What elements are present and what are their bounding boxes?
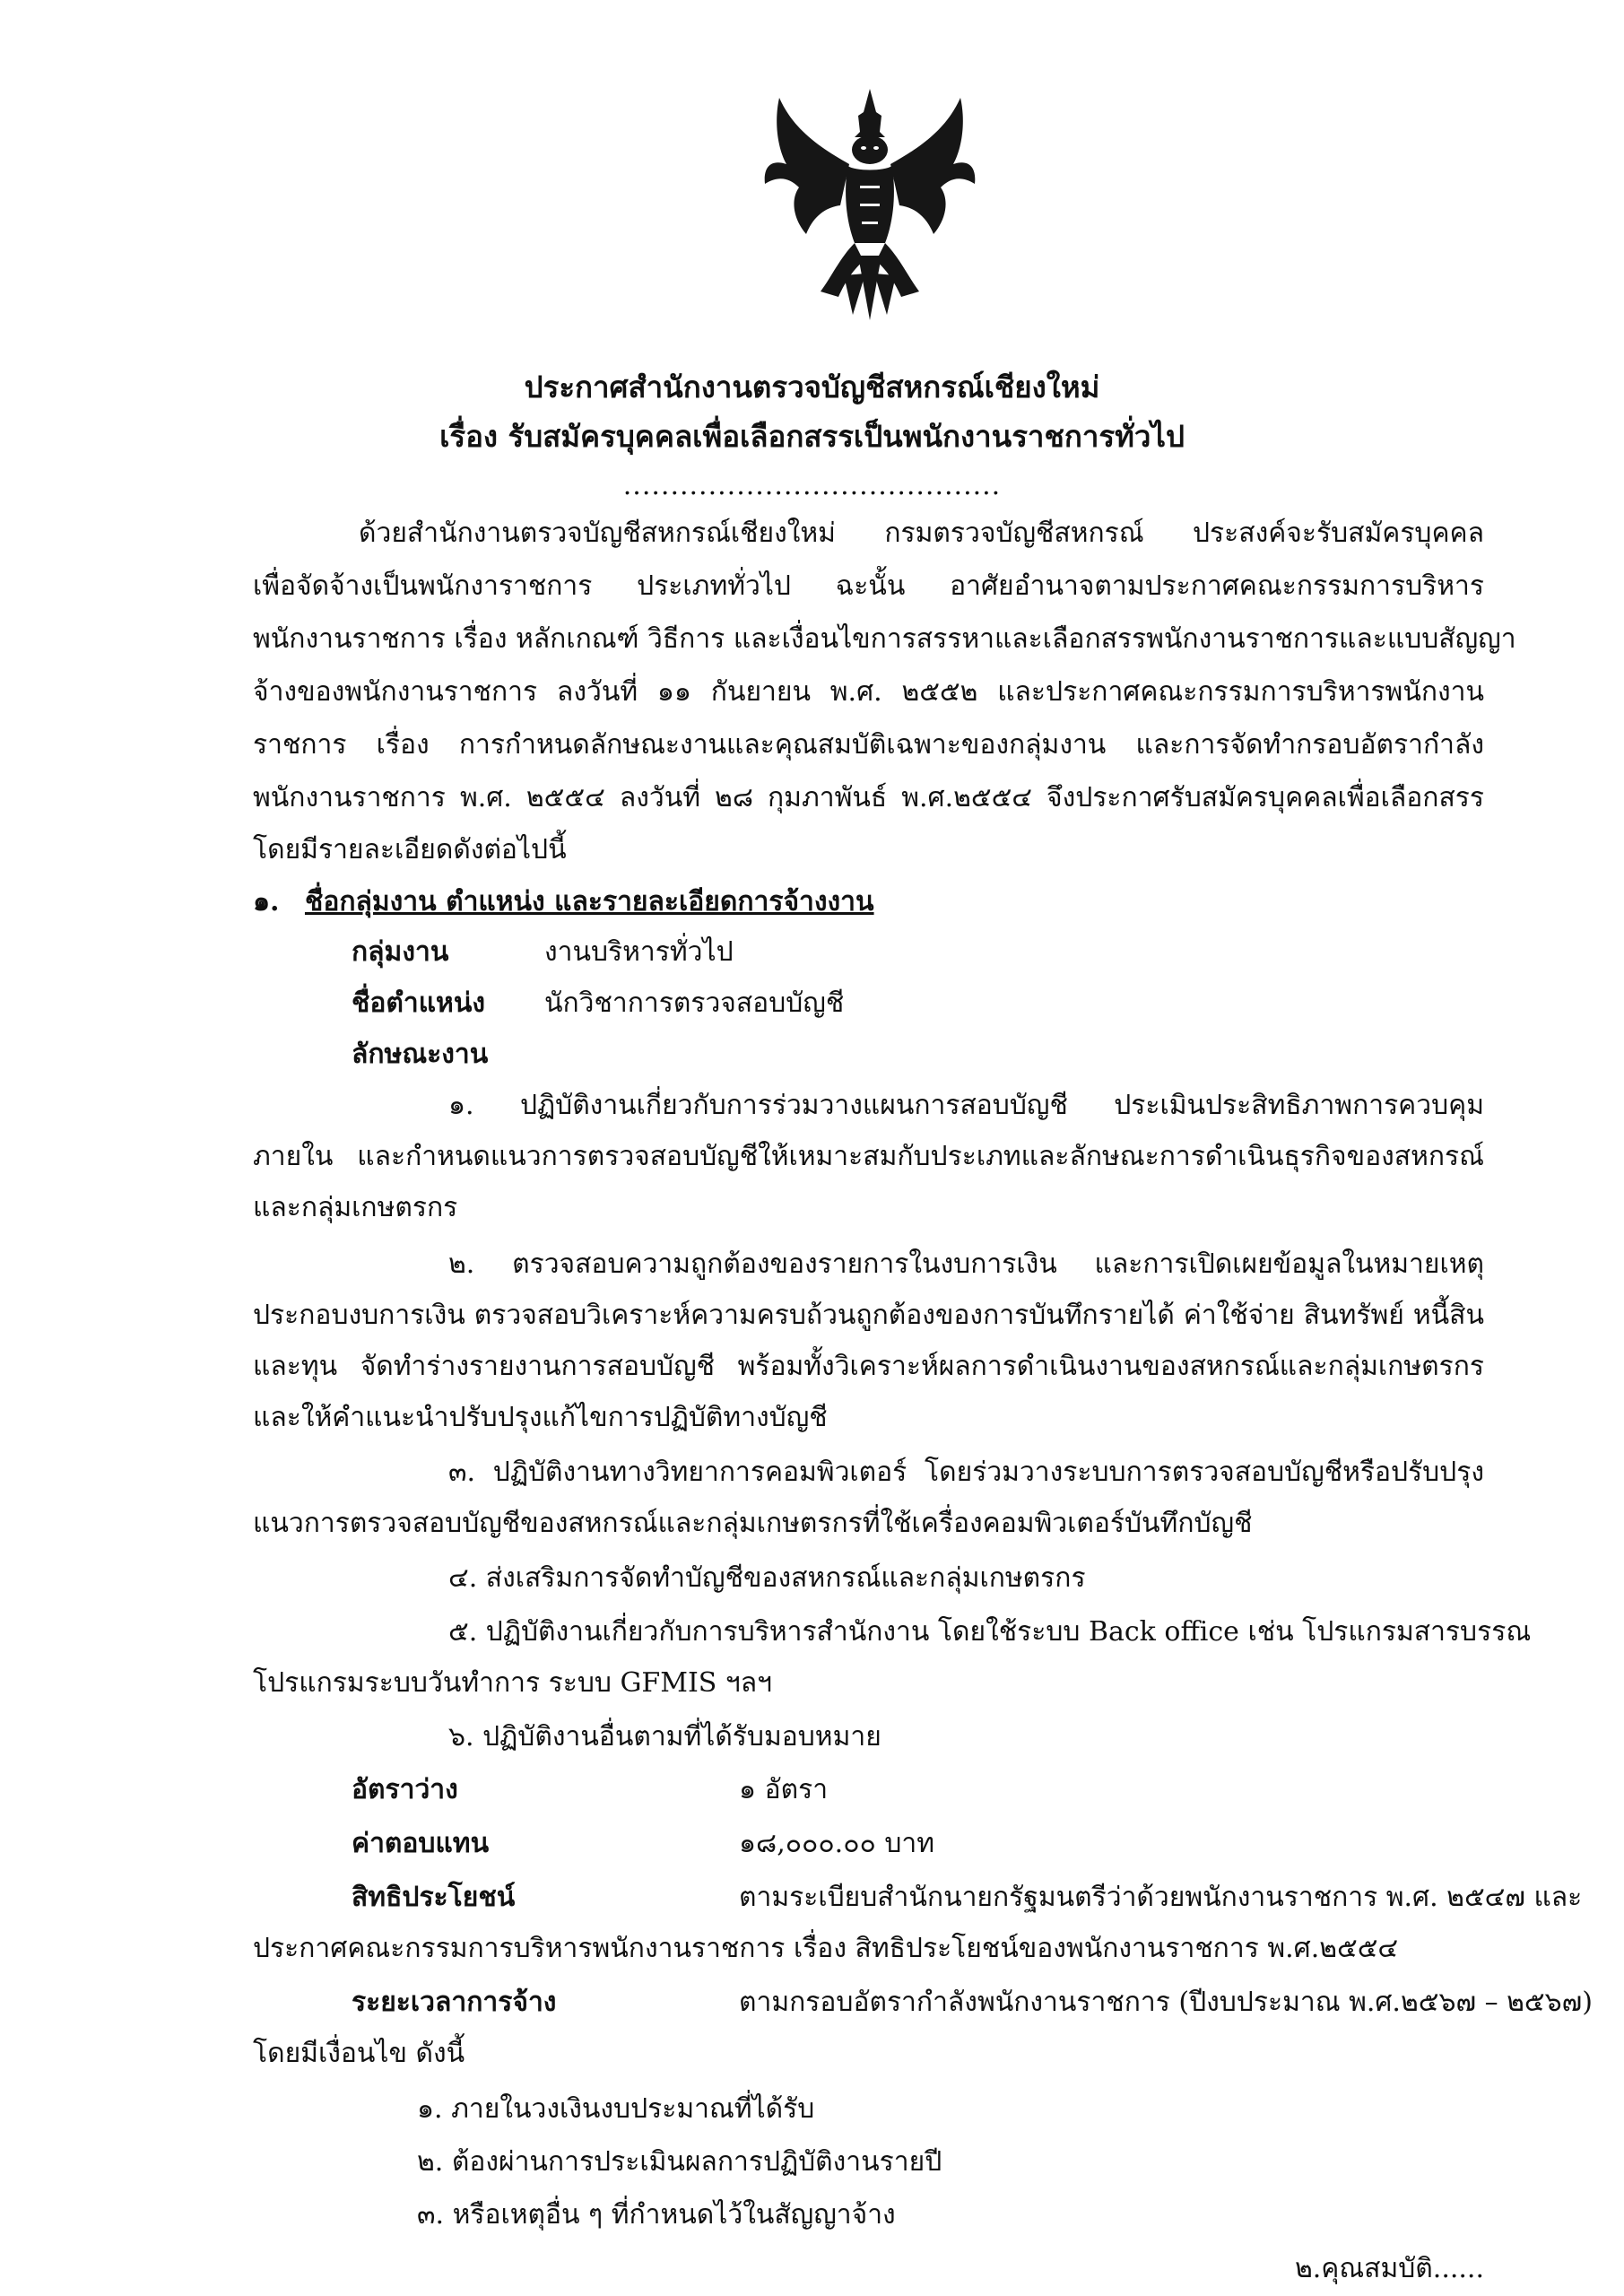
intro-line: ด้วยสำนักงานตรวจบัญชีสหกรณ์เชียงใหม่ กรมตรวจบัญชีสหกรณ์ ประสงค์จะรับสมัครบุคคล [359,517,1484,549]
intro-line: ราชการ เรื่อง การกำหนดลักษณะงานและคุณสมบัติเฉพาะของกลุ่มงาน และการจัดทำกรอบอัตรากำลัง [253,729,1484,761]
salary-label: ค่าตอบแทน [352,1828,490,1859]
position-value: นักวิชาการตรวจสอบบัญชี [544,987,845,1019]
vacancy-row [352,1763,828,1817]
period-row [352,1976,1593,2030]
garuda-emblem-icon [758,85,982,327]
job-group-label: กลุ่มงาน [352,936,449,968]
condition-item: ๑. ภายในวงเงินงบประมาณที่ได้รับ [417,2093,815,2125]
condition-item: ๒. ต้องผ่านการประเมินผลการปฏิบัติงานรายปี [417,2146,942,2178]
duty-4-line: ๔. ส่งเสริมการจัดทำบัญชีของสหกรณ์และกลุ่มเกษตรกร [448,1562,1086,1594]
intro-line: พนักงานราชการ เรื่อง หลักเกณฑ์ วิธีการ และเงื่อนไขการสรรหาและเลือกสรรพนักงานราชการและแบบสัญญา [253,623,1516,655]
benefits-label: สิทธิประโยชน์ [352,1882,516,1913]
benefits-continuation: ประกาศคณะกรรมการบริหารพนักงานราชการ เรื่อง สิทธิประโยชน์ของพนักงานราชการ พ.ศ.๒๕๕๔ [253,1933,1399,1964]
duty-1-line: ภายใน และกำหนดแนวการตรวจสอบบัญชีให้เหมาะสมกับประเภทและลักษณะการดำเนินธุรกิจของสหกรณ์ [253,1141,1484,1172]
continuation-marker: ๒.คุณสมบัติ...... [1294,2253,1484,2284]
position-label: ชื่อตำแหน่ง [352,987,485,1019]
condition-item: ๓. หรือเหตุอื่น ๆ ที่กำหนดไว้ในสัญญาจ้าง [417,2199,896,2231]
vacancy-value: ๑ อัตรา [739,1774,829,1805]
period-label: ระยะเวลาการจ้าง [352,1987,557,2018]
benefits-value: ตามระเบียบสำนักนายกรัฐมนตรีว่าด้วยพนักงานราชการ พ.ศ. ๒๕๔๗ และ [739,1882,1583,1913]
salary-row [352,1817,934,1871]
intro-line: เพื่อจัดจ้างเป็นพนักงาราชการ ประเภททั่วไป ฉะนั้น อาศัยอำนาจตามประกาศคณะกรรมการบริหาร [253,570,1484,602]
duty-6-line: ๖. ปฏิบัติงานอื่นตามที่ได้รับมอบหมาย [448,1721,881,1752]
job-group-row [352,926,734,979]
job-group-value: งานบริหารทั่วไป [544,936,734,968]
duty-3-line: แนวการตรวจสอบบัญชีของสหกรณ์และกลุ่มเกษตรกรที่ใช้เครื่องคอมพิวเตอร์บันทึกบัญชี [253,1508,1253,1539]
duty-1-line: ๑. ปฏิบัติงานเกี่ยวกับการร่วมวางแผนการสอบบัญชี ประเมินประสิทธิภาพการควบคุม [448,1090,1484,1121]
section-heading [253,875,874,929]
intro-line: จ้างของพนักงานราชการ ลงวันที่ ๑๑ กันยายน พ.ศ. ๒๕๕๒ และประกาศคณะกรรมการบริหารพนักงาน [253,676,1484,708]
duty-2-line: และให้คำแนะนำปรับปรุงแก้ไขการปฏิบัติทางบัญชี [253,1402,828,1433]
duty-2-line: ๒. ตรวจสอบความถูกต้องของรายการในงบการเงิน และการเปิดเผยข้อมูลในหมายเหตุ [448,1248,1484,1280]
vacancy-label: อัตราว่าง [352,1774,458,1805]
document-subject: เรื่อง รับสมัครบุคคลเพื่อเลือกสรรเป็นพนักงานราชการทั่วไป [439,419,1185,454]
position-row [352,977,844,1031]
section-title: ชื่อกลุ่มงาน ตำแหน่ง และรายละเอียดการจ้างงาน [304,886,874,918]
duty-3-line: ๓. ปฏิบัติงานทางวิทยาการคอมพิวเตอร์ โดยร่วมวางระบบการตรวจสอบบัญชีหรือปรับปรุง [448,1457,1484,1488]
document-title: ประกาศสำนักงานตรวจบัญชีสหกรณ์เชียงใหม่ [524,370,1100,404]
duty-5-line: ๕. ปฏิบัติงานเกี่ยวกับการบริหารสำนักงาน โดยใช้ระบบ Back office เช่น โปรแกรมสารบรรณ [448,1616,1532,1648]
duty-5-line: โปรแกรมระบบวันทำการ ระบบ GFMIS ฯลฯ [253,1667,772,1699]
period-continuation: โดยมีเงื่อนไข ดังนี้ [253,2038,465,2069]
heading-divider: ........................................ [622,470,1002,501]
salary-value: ๑๘,๐๐๐.๐๐ บาท [739,1828,935,1859]
section-number: ๑. [253,886,280,918]
intro-line: พนักงานราชการ พ.ศ. ๒๕๕๔ ลงวันที่ ๒๘ กุมภาพันธ์ พ.ศ.๒๕๕๔ จึงประกาศรับสมัครบุคคลเพื่อเลือกสรร [253,782,1484,813]
intro-line: โดยมีรายละเอียดดังต่อไปนี้ [253,834,567,865]
duties-label: ลักษณะงาน [352,1039,489,1070]
period-value: ตามกรอบอัตรากำลังพนักงานราชการ (ปีงบประมาณ พ.ศ.๒๕๖๗ – ๒๕๖๗) [739,1987,1593,2018]
duty-1-line: และกลุ่มเกษตรกร [253,1192,458,1223]
benefits-row [352,1871,1582,1925]
duty-2-line: และทุน จัดทำร่างรายงานการสอบบัญชี พร้อมทั้งวิเคราะห์ผลการดำเนินงานของสหกรณ์และกลุ่มเกษตรกร [253,1351,1484,1382]
duty-2-line: ประกอบงบการเงิน ตรวจสอบวิเคราะห์ความครบถ้วนถูกต้องของการบันทึกรายได้ ค่าใช้จ่าย สินทรัพย์ หนี้สิน [253,1300,1484,1331]
